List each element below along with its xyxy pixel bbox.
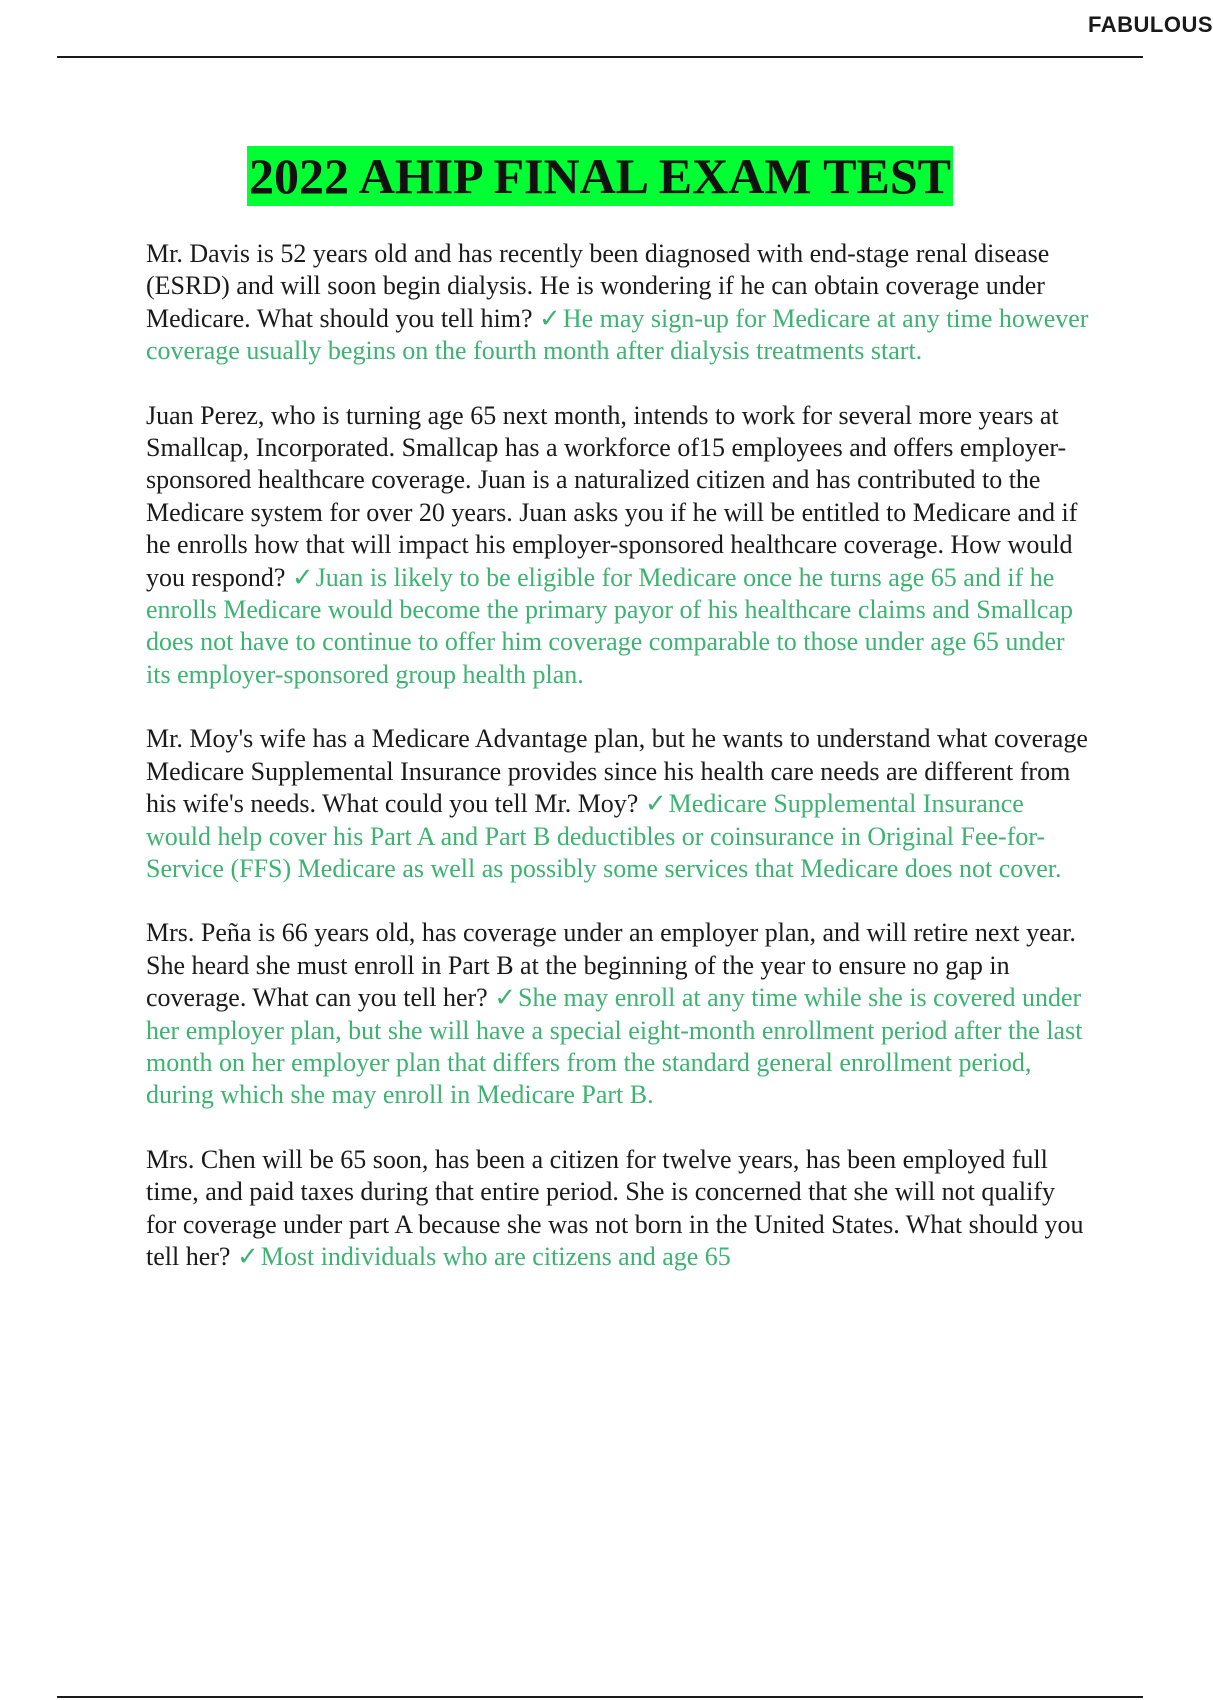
qa-item-1 bbox=[146, 238, 1091, 368]
answer-text: Most individuals who are citizens and age 65 bbox=[260, 1241, 731, 1271]
answer-text: Medicare Supplemental Insurance would help cover his Part A and Part B deductibles or coinsurance in Original Fee-for-Service (FFS) Medicare as well as possibly some services that Medicare does not cover. bbox=[146, 789, 1062, 883]
qa-item-5 bbox=[146, 1144, 1091, 1274]
header-brand: FABULOUS bbox=[1088, 12, 1213, 37]
answer-text: She may enroll at any time while she is covered under her employer plan, but she will have a special eight-month enrollment period after the last month on her employer plan that differs from the standard general enrollment period, during which she may enroll in Medicare Part B. bbox=[146, 983, 1083, 1110]
title-wrap bbox=[0, 146, 1200, 206]
question-text: Juan Perez, who is turning age 65 next month, intends to work for several more years at Smallcap, Incorporated. Smallcap has a workforce of15 employees and offers employer-sponsored healthcare coverage. Juan is a naturalized citizen and has contributed to the Medicare system for over 20 years. Juan asks you if he will be entitled to Medicare and if he enrolls how that will impact his employer-sponsored healthcare coverage. How would you respond? bbox=[146, 400, 1078, 592]
check-icon: ✓ bbox=[291, 562, 314, 592]
check-icon: ✓ bbox=[539, 303, 561, 333]
document-body bbox=[146, 238, 1091, 1305]
question-text: Mr. Moy's wife has a Medicare Advantage plan, but he wants to understand what coverage Medicare Supplemental Insurance provides since his health care needs are different from his wife's needs. What could you tell Mr. Moy? bbox=[146, 724, 1088, 819]
check-icon: ✓ bbox=[644, 789, 667, 819]
question-text: Mr. Davis is 52 years old and has recently been diagnosed with end-stage renal disease (ESRD) and will soon begin dialysis. He is wondering if he can obtain coverage under Medicare. What should you tell him? bbox=[146, 239, 1050, 333]
answer-text: He may sign-up for Medicare at any time however coverage usually begins on the fourth month after dialysis treatments start. bbox=[146, 303, 1089, 366]
document-title: 2022 AHIP FINAL EXAM TEST bbox=[248, 148, 951, 204]
header-rule bbox=[57, 56, 1143, 58]
qa-item-3 bbox=[146, 723, 1091, 885]
answer-text: Juan is likely to be eligible for Medicare once he turns age 65 and if he enrolls Medicare would become the primary payor of his healthcare claims and Smallcap does not have to continue to offer him coverage comparable to those under age 65 under its employer-sponsored group health plan. bbox=[146, 562, 1073, 689]
question-text: Mrs. Peña is 66 years old, has coverage under an employer plan, and will retire next year. She heard she must enroll in Part B at the beginning of the year to ensure no gap in coverage. What can you tell her? bbox=[146, 918, 1076, 1013]
question-text: Mrs. Chen will be 65 soon, has been a citizen for twelve years, has been employed full time, and paid taxes during that entire period. She is concerned that she will not qualify for coverage under part A because she was not born in the United States. What should you tell her? bbox=[146, 1144, 1084, 1271]
check-icon: ✓ bbox=[494, 983, 516, 1013]
check-icon: ✓ bbox=[236, 1241, 259, 1271]
footer-rule bbox=[57, 1696, 1143, 1698]
qa-item-4 bbox=[146, 917, 1091, 1111]
qa-item-2 bbox=[146, 400, 1091, 692]
